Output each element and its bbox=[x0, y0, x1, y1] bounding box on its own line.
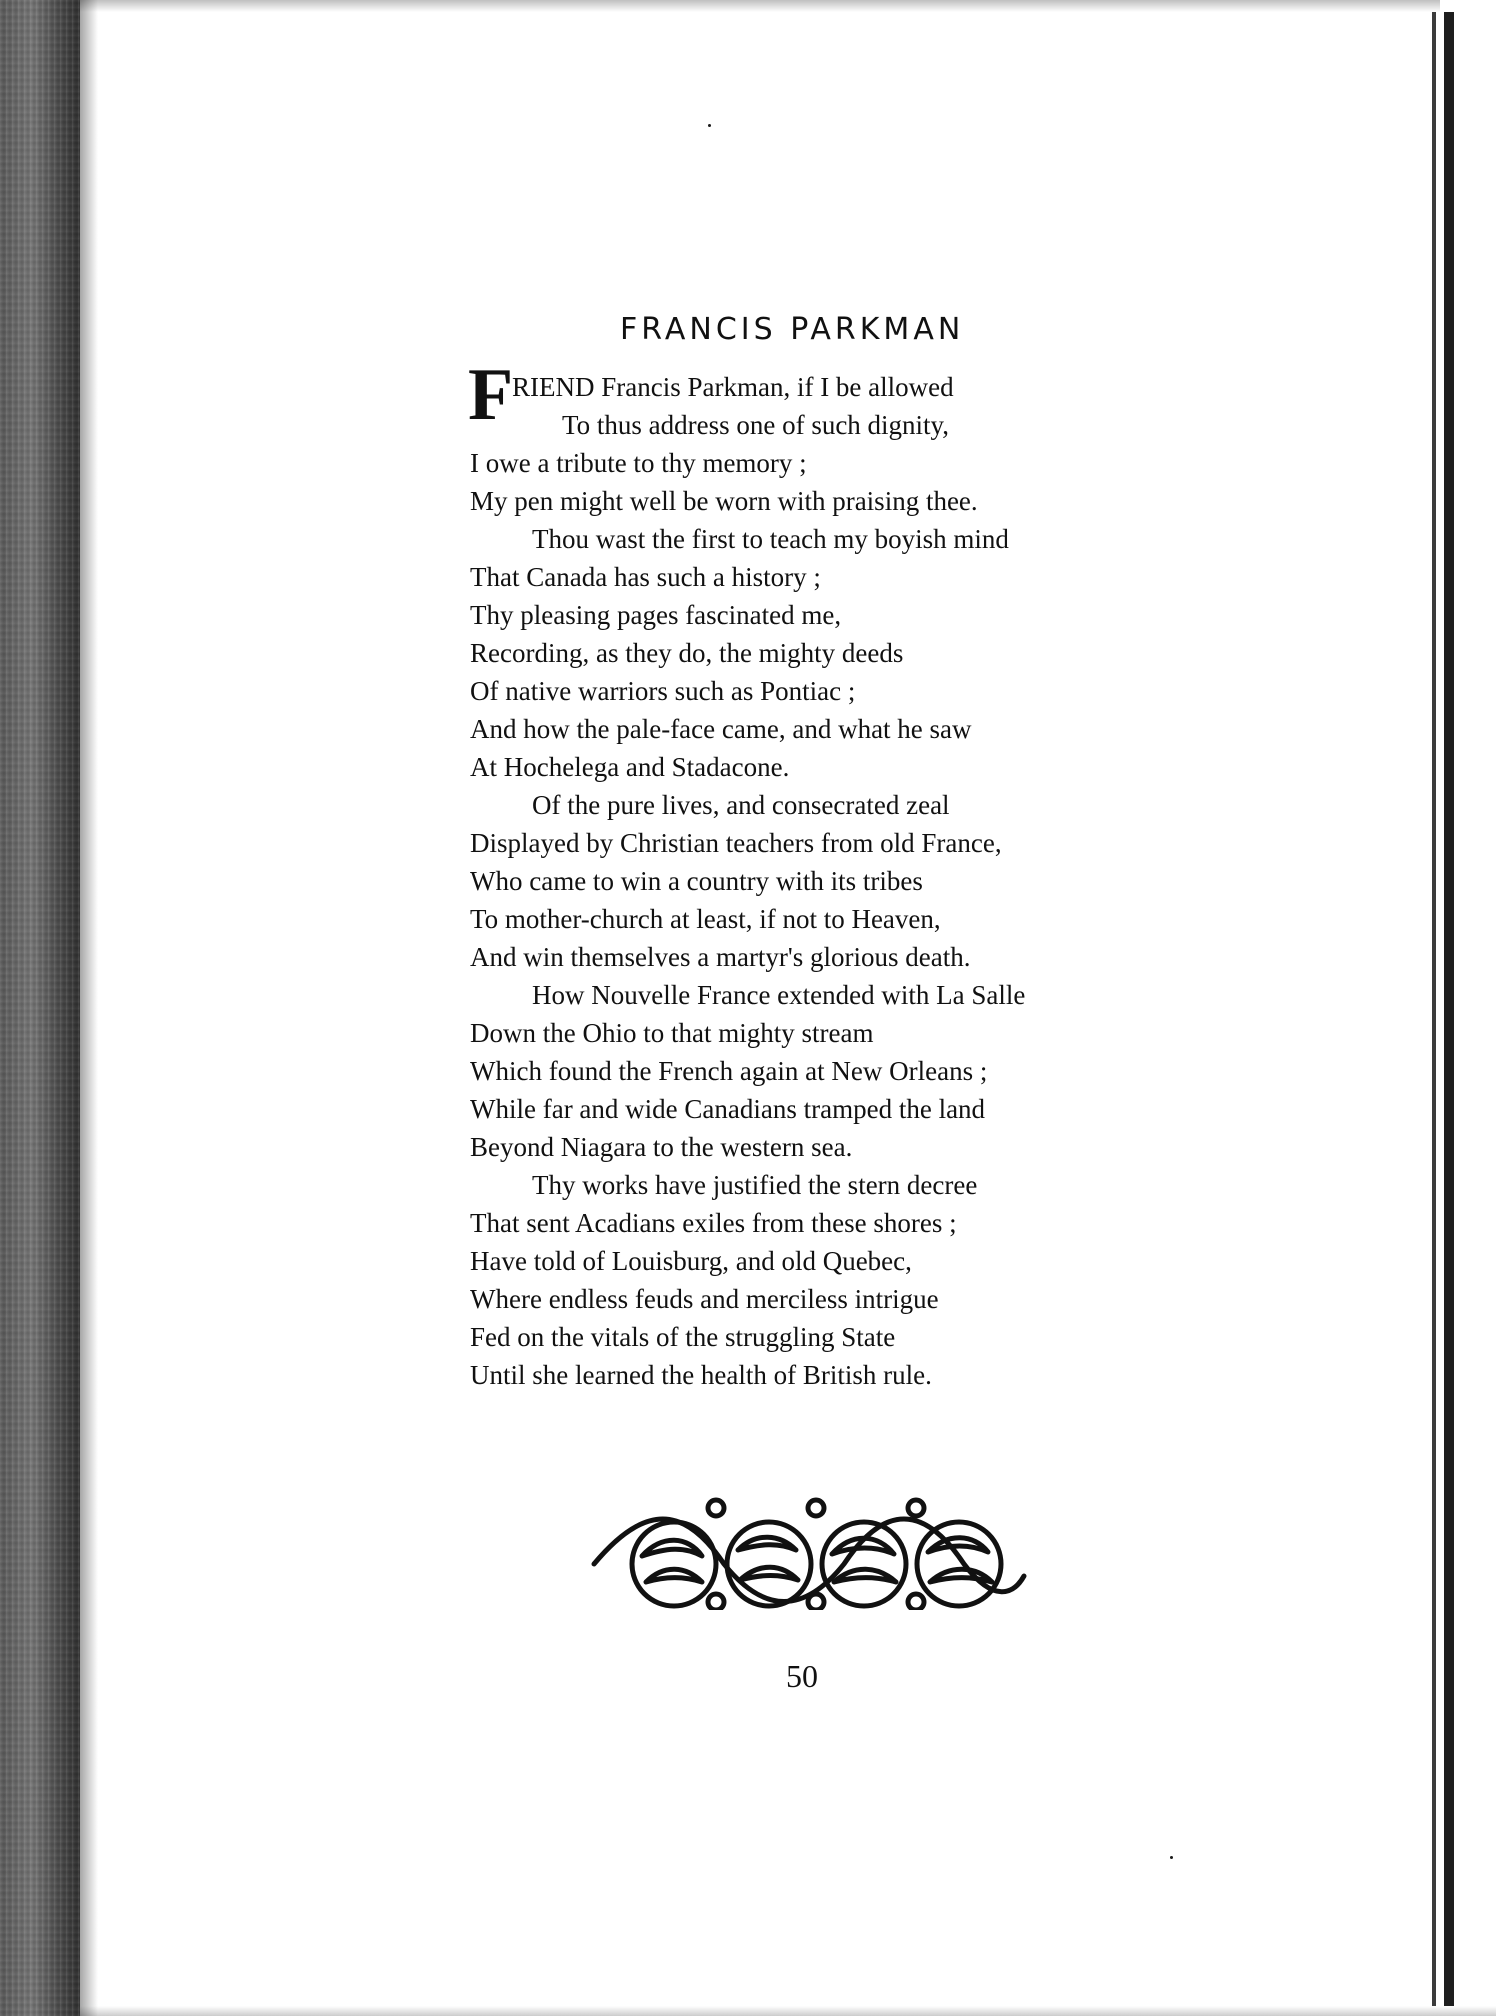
poem-line: Down the Ohio to that mighty stream bbox=[470, 1018, 874, 1048]
poem-line: Where endless feuds and merciless intrigue bbox=[470, 1284, 939, 1314]
poem-line: At Hochelega and Stadacone. bbox=[470, 752, 790, 782]
poem-lines bbox=[470, 444, 1190, 1394]
poem-title: FRANCIS PARKMAN bbox=[620, 312, 965, 347]
poem-line: And how the pale-face came, and what he saw bbox=[470, 714, 972, 744]
page-right-gap bbox=[1436, 12, 1444, 2006]
poem-line: While far and wide Canadians tramped the land bbox=[470, 1094, 986, 1124]
paper-speck bbox=[1170, 1856, 1173, 1859]
drop-cap: F bbox=[468, 354, 514, 436]
poem-first-line-text: RIEND Francis Parkman, if I be allowed bbox=[512, 372, 954, 402]
poem-line: Thy pleasing pages fascinated me, bbox=[470, 600, 842, 630]
top-shadow bbox=[80, 0, 1440, 12]
poem-line: Who came to win a country with its tribes bbox=[470, 866, 923, 896]
poem-line: And win themselves a martyr's glorious death. bbox=[470, 942, 971, 972]
poem-line: Of the pure lives, and consecrated zeal bbox=[532, 790, 950, 820]
page-number: 50 bbox=[786, 1658, 818, 1694]
book-binding-edge bbox=[0, 0, 80, 2016]
poem-line: Recording, as they do, the mighty deeds bbox=[470, 638, 904, 668]
poem-line: Of native warriors such as Pontiac ; bbox=[470, 676, 856, 706]
poem-line: Thy works have justified the stern decree bbox=[532, 1170, 978, 1200]
poem-line: Beyond Niagara to the western sea. bbox=[470, 1132, 853, 1162]
next-page-edge bbox=[1444, 12, 1454, 2006]
poem-line: Displayed by Christian teachers from old France, bbox=[470, 828, 1002, 858]
poem-body bbox=[468, 354, 1190, 1394]
poem-line: My pen might well be worn with praising thee. bbox=[470, 486, 978, 516]
poem-line: Fed on the vitals of the struggling State bbox=[470, 1322, 896, 1352]
poem-line: Until she learned the health of British rule. bbox=[470, 1360, 932, 1390]
paper-speck bbox=[708, 124, 711, 127]
poem-line: I owe a tribute to thy memory ; bbox=[470, 448, 807, 478]
poem-line: How Nouvelle France extended with La Salle bbox=[532, 980, 1026, 1010]
floral-vine-ornament-icon bbox=[584, 1484, 1034, 1610]
poem-line: Have told of Louisburg, and old Quebec, bbox=[470, 1246, 912, 1276]
poem-line: That Canada has such a history ; bbox=[470, 562, 821, 592]
poem-line: To mother-church at least, if not to Heaven, bbox=[470, 904, 941, 934]
binding-shadow bbox=[80, 0, 98, 2016]
poem-line: Thou wast the first to teach my boyish mind bbox=[532, 524, 1009, 554]
poem-line: Which found the French again at New Orleans ; bbox=[470, 1056, 988, 1086]
poem-line: That sent Acadians exiles from these shores ; bbox=[470, 1208, 957, 1238]
page-bottom-edge bbox=[80, 2006, 1496, 2016]
poem-second-line: To thus address one of such dignity, bbox=[562, 410, 950, 440]
